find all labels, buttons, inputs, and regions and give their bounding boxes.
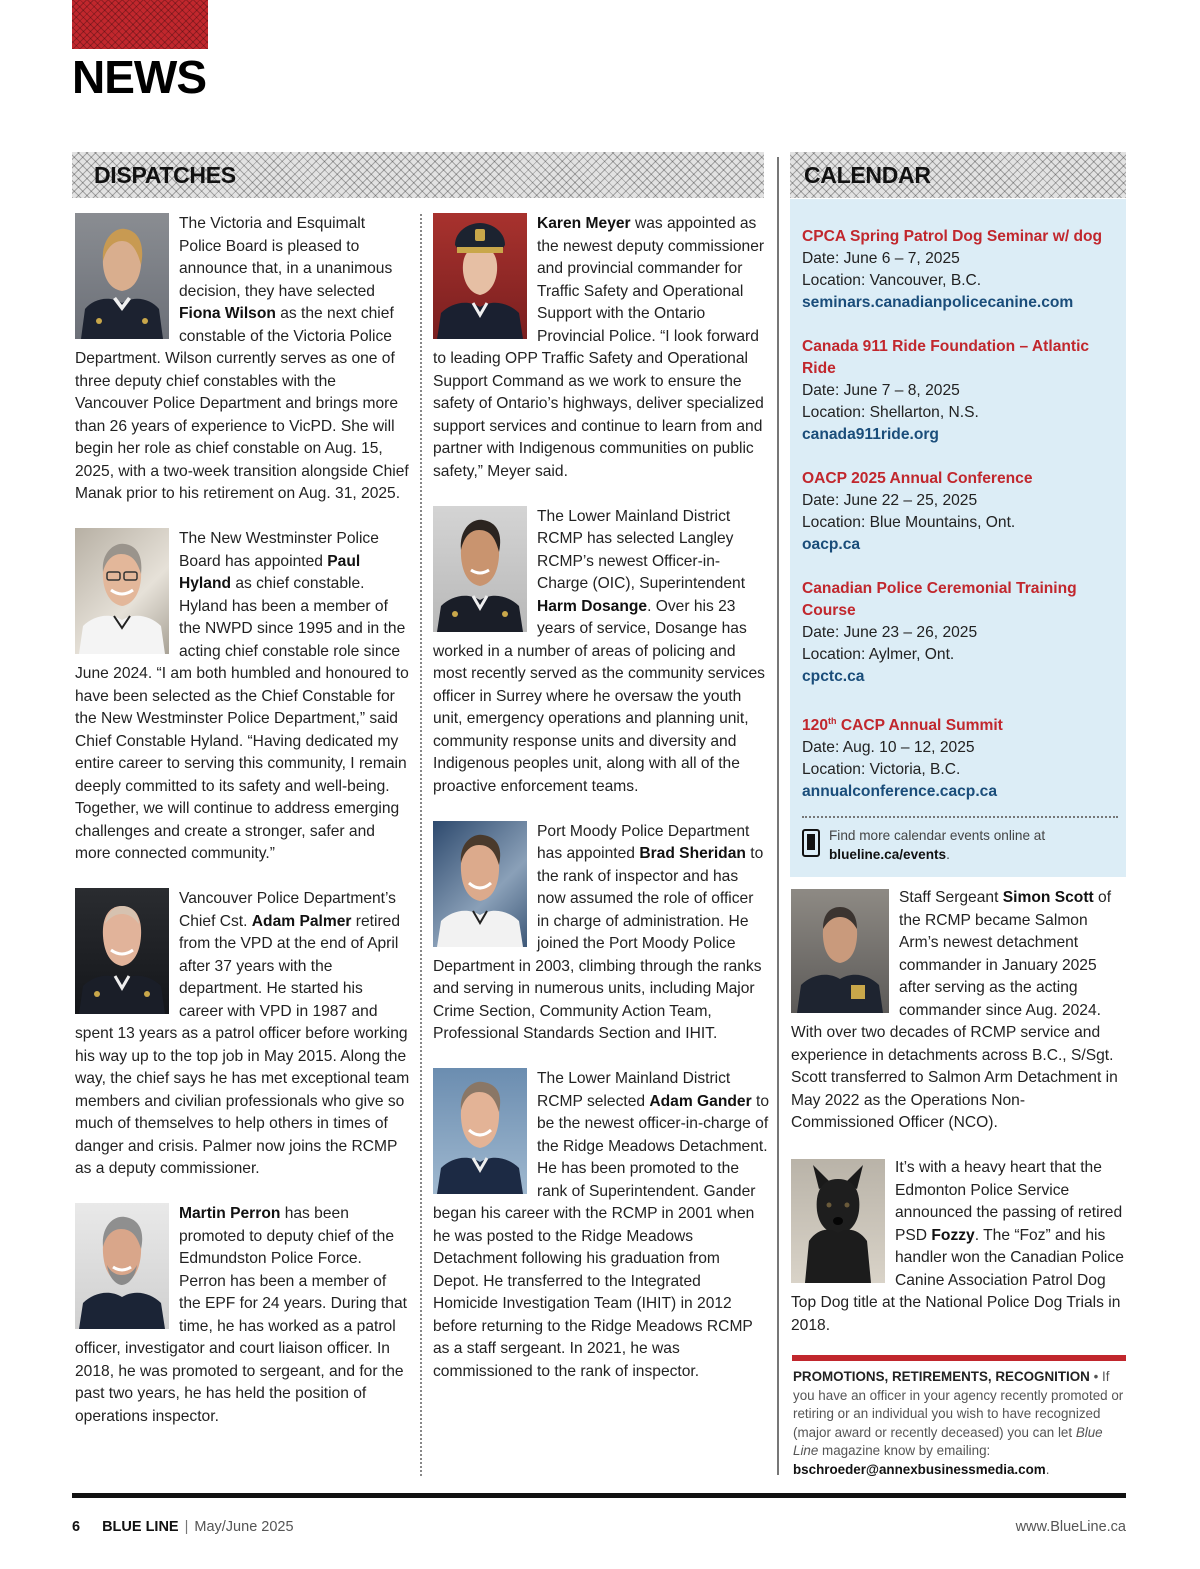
story-sheridan: Port Moody Police Department has appointed Brad Sheridan to the rank of inspector and has now assumed the role of officer in charge of administration. He joined the Port Moody Police Department in 2003, climbing through the ranks and serving in numerous units, including Major Crime Section, Community Action Team, Professional Standards Section and IHIT. <box>433 822 764 1042</box>
story-perron: Martin Perron has been promoted to deputy chief of the Edmundston Police Force. Perron has been a member of the EPF for 24 years. During that time, he has worked as a patrol officer, investigator and court liaison officer. In 2018, he was promoted to sergeant, and for the past two years, he has held the position of operations inspector. <box>75 1205 407 1425</box>
event-link[interactable]: cpctc.ca <box>802 668 865 685</box>
photo-fozzy-dog <box>791 1159 885 1283</box>
column-divider <box>777 157 779 1475</box>
calendar-list <box>802 226 1122 825</box>
calendar-event <box>802 578 1122 688</box>
footer-rule <box>72 1493 1126 1498</box>
header-red-block <box>72 0 208 49</box>
calendar-more: Find more calendar events online at blueline.ca/events. <box>829 828 1046 862</box>
calendar-heading-text: CALENDAR <box>804 162 931 188</box>
event-location: Location: Shellarton, N.S. <box>802 404 979 421</box>
portrait-fiona-wilson <box>75 213 169 339</box>
promo-notice: PROMOTIONS, RETIREMENTS, RECOGNITION • If you have an officer in your agency recently promoted or retiring or an individual you wish to have recognized (major award or recently deceased) you can let Blue Line magazine know by emailing: bschroeder@annexbusinessmedia.com. <box>793 1369 1124 1477</box>
calendar-event <box>802 710 1122 803</box>
promo-heading: PROMOTIONS, RETIREMENTS, RECOGNITION <box>793 1369 1090 1384</box>
calendar-event <box>802 468 1122 556</box>
portrait-brad-sheridan <box>433 821 527 947</box>
magazine-name: BLUE LINE <box>102 1519 179 1535</box>
calendar-event <box>802 226 1122 314</box>
event-location: Location: Victoria, B.C. <box>802 761 961 779</box>
portrait-paul-hyland <box>75 528 169 654</box>
event-title: CPCA Spring Patrol Dog Seminar w/ dog <box>802 228 1103 245</box>
dispatches-heading <box>72 152 764 198</box>
calendar-separator <box>802 816 1118 818</box>
story-fozzy: It’s with a heavy heart that the Edmonton Police Service announced the passing of retired PSD Fozzy. The “Foz” and his handler won the Canadian Police Canine Association Patrol Dog Top Dog title at the National Police Dog Trials in 2018. <box>791 1159 1124 1334</box>
story-gander: The Lower Mainland District RCMP selected Adam Gander to be the newest officer-in-charge of the Ridge Meadows Detachment. He has been promoted to the rank of Superintendent. Gander began his career with the RCMP in 2001 when he was posted to the Ridge Meadows Detachment following his graduation from Depot. He transferred to the Integrated Homicide Investigation Team (IHIT) in 2012 before returning to the Ridge Meadows RCMP as a staff sergeant. In 2021, he was commissioned to the rank of inspector. <box>433 1070 769 1380</box>
event-link[interactable]: canada911ride.org <box>802 426 939 443</box>
story-dosange: The Lower Mainland District RCMP has selected Langley RCMP’s newest Officer-in-Charge (OIC), Superintendent Harm Dosange. Over his 23 years of service, Dosange has worked in a number of areas of policing and most recently served as the community services officer in Surrey where he oversaw the youth unit, emergency operations and planning unit, community response units and diversity and Indigenous peoples unit, along with all of the proactive enforcement teams. <box>433 507 765 795</box>
portrait-harm-dosange <box>433 506 527 632</box>
event-date: Date: June 6 – 7, 2025 <box>802 250 960 267</box>
calendar-more-link[interactable]: blueline.ca/events <box>829 847 947 862</box>
issue-date: May/June 2025 <box>194 1519 294 1535</box>
tablet-icon <box>802 829 820 857</box>
event-date: Date: June 23 – 26, 2025 <box>802 624 978 641</box>
page-title: NEWS <box>72 51 206 103</box>
dispatches-heading-text: DISPATCHES <box>94 162 236 188</box>
event-location: Location: Aylmer, Ont. <box>802 646 955 663</box>
portrait-simon-scott <box>791 889 889 1013</box>
event-link[interactable]: annualconference.cacp.ca <box>802 783 998 801</box>
event-title: Canadian Police Ceremonial Training Course <box>802 580 1077 619</box>
story-scott: Staff Sergeant Simon Scott of the RCMP became Salmon Arm’s newest detachment commander in January 2025 after serving as the acting commander since Aug. 2024. With over two decades of RCMP service and experience in detachments across B.C., S/Sgt. Scott transferred to Salmon Arm Detachment in May 2022 as the Operations Non-Commissioned Officer (NCO). <box>791 889 1118 1131</box>
story-wilson: The Victoria and Esquimalt Police Board is pleased to announce that, in a unanimous decision, they have selected Fiona Wilson as the next chief constable of the Victoria Police Department. Wilson currently serves as one of three deputy chief constables with the Vancouver Police Department and brings more than 26 years of experience to VicPD. She will begin her role as chief constable on Aug. 15, 2025, with a two-week transition alongside Chief Manak prior to his retirement on Aug. 31, 2025. <box>75 215 409 502</box>
calendar-event <box>802 336 1122 446</box>
calendar-heading <box>790 152 1126 198</box>
promo-bar <box>792 1355 1126 1361</box>
story-hyland: The New Westminster Police Board has appointed Paul Hyland as chief constable. Hyland has been a member of the NWPD since 1995 and in the acting chief constable role since June 2024. “I am both humbled and honoured to have been selected as the Chief Constable for the New Westminster Police Department,” said Chief Constable Hyland. “Having dedicated my entire career to serving this community, I remain deeply committed to its safety and well-being. Together, we will continue to address emerging challenges and create a stronger, safer and more connected community.” <box>75 530 409 862</box>
dispatches-column-middle <box>433 213 769 1406</box>
event-date: Date: June 7 – 8, 2025 <box>802 382 960 399</box>
dotted-column-divider <box>420 214 422 1476</box>
event-title: 120th CACP Annual Summit <box>802 716 1003 735</box>
story-meyer: Karen Meyer was appointed as the newest deputy commissioner and provincial commander for Traffic Safety and Operational Support with the Ontario Provincial Police. “I look forward to leading OPP Traffic Safety and Operational Support Command as we work to ensure the safety of Ontario’s highways, deliver specialized support services and continue to learn from and partner with Indigenous communities on public safety,” Meyer said. <box>433 215 765 480</box>
footer-info: 6 BLUE LINE | May/June 2025 <box>72 1519 294 1535</box>
portrait-karen-meyer <box>433 213 527 339</box>
portrait-adam-gander <box>433 1068 527 1194</box>
story-palmer: Vancouver Police Department’s Chief Cst. Adam Palmer retired from the VPD at the end of April after 37 years with the department. He started his career with VPD in 1987 and spent 13 years as a patrol officer before working his way up to the top job in May 2015. Along the way, the chief says he has met exceptional team members and civilian professionals who give so much of themselves to help others in times of danger and crisis. Palmer now joins the RCMP as a deputy commissioner. <box>75 890 410 1177</box>
promo-email-link[interactable]: bschroeder@annexbusinessmedia.com <box>793 1461 1046 1477</box>
event-title: Canada 911 Ride Foundation – Atlantic Ride <box>802 338 1090 377</box>
event-location: Location: Blue Mountains, Ont. <box>802 514 1016 531</box>
event-link[interactable]: oacp.ca <box>802 536 861 553</box>
portrait-martin-perron <box>75 1203 169 1329</box>
event-date: Date: June 22 – 25, 2025 <box>802 492 978 509</box>
dispatches-column-right <box>791 887 1127 1360</box>
page-number: 6 <box>72 1519 81 1535</box>
dispatches-column-left <box>75 213 411 1451</box>
footer-url[interactable]: www.BlueLine.ca <box>1015 1519 1126 1535</box>
event-title: OACP 2025 Annual Conference <box>802 470 1033 487</box>
portrait-adam-palmer <box>75 888 169 1014</box>
event-date: Date: Aug. 10 – 12, 2025 <box>802 739 975 757</box>
event-location: Location: Vancouver, B.C. <box>802 272 982 289</box>
event-link[interactable]: seminars.canadianpolicecanine.com <box>802 294 1074 311</box>
